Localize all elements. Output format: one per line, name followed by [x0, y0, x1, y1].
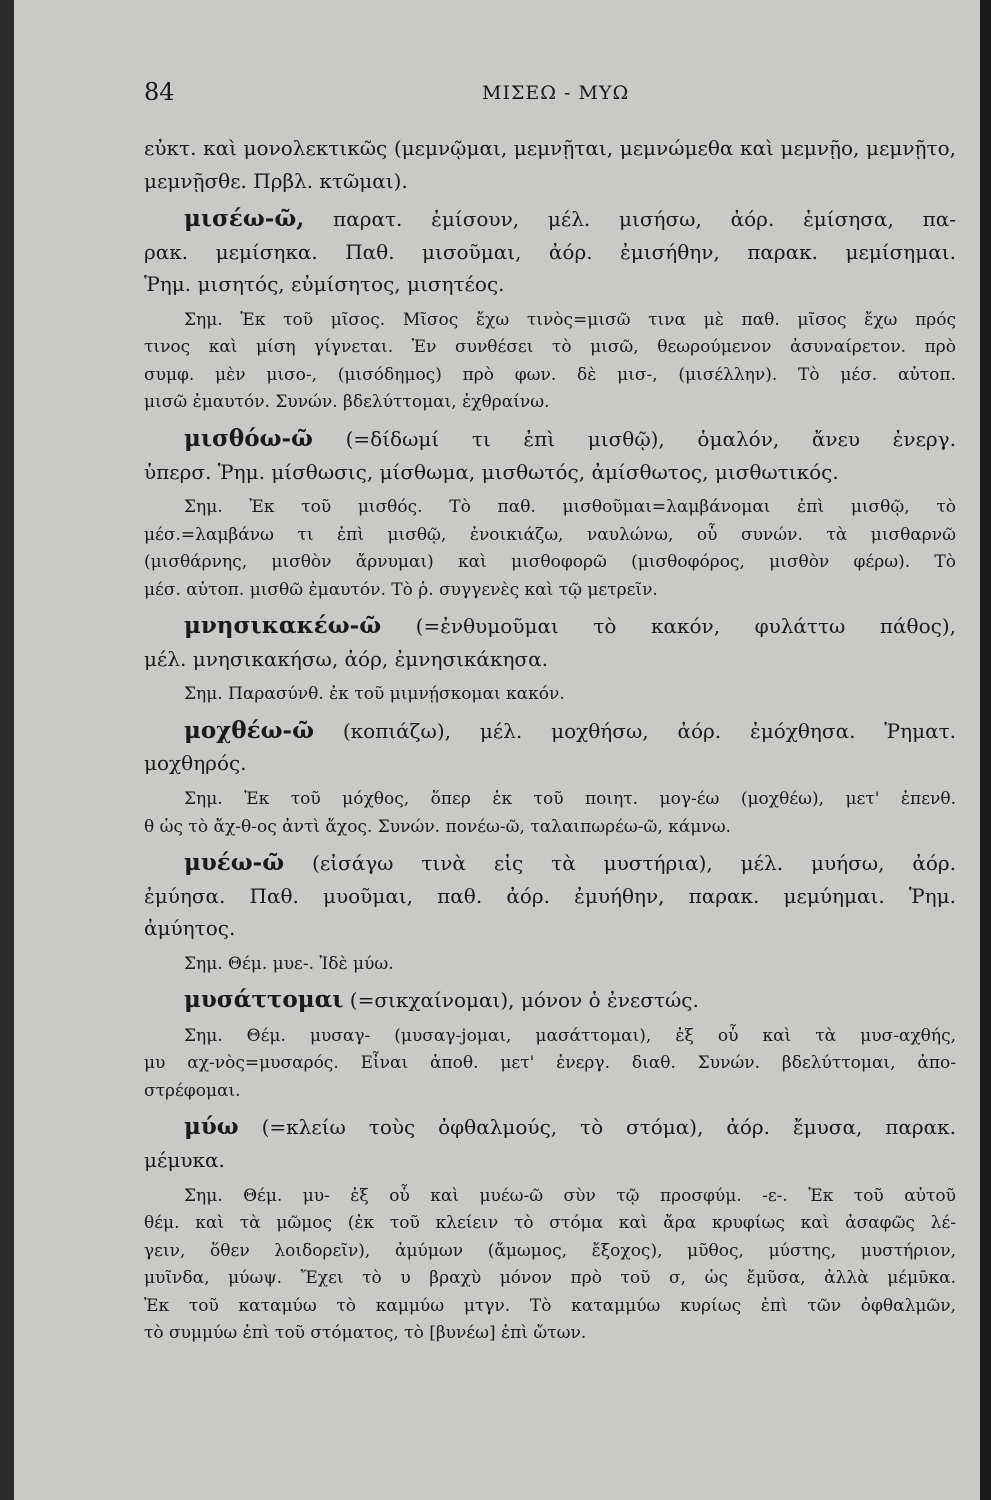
entry-headword-line: [144, 847, 956, 880]
entry-headword-line: [144, 610, 956, 643]
line-text: συμφ. μὲν μισο-, (μισόδημος) πρὸ φων. δὲ μισ-, (μισέλλην). Τὸ μέσ. αὐτοπ.: [144, 364, 956, 385]
line-text: Σημ. Ἐκ τοῦ μῖσος. Μῖσος ἔχω τινὸς=μισῶ τινα μὲ παθ. μῖσος ἔχω πρός: [184, 309, 956, 330]
line-text: γειν, ὅθεν λοιδορεῖν), ἀμύμων (ἄμωμος, ἔξοχος), μῦθος, μύστης, μυστήριον,: [144, 1240, 956, 1261]
line-text: μέμυκα.: [144, 1148, 225, 1172]
note-line: [144, 389, 956, 417]
line-text: μισῶ ἐμαυτόν. Συνών. βδελύττομαι, ἐχθραίνω.: [144, 392, 550, 413]
note-line: [144, 681, 956, 709]
line-text: μυῖνδα, μύωψ. Ἔχει τὸ υ βραχὺ μόνον πρὸ τοῦ σ, ὡς ἔμῦσα, ἀλλὰ μέμῡκα.: [144, 1268, 956, 1289]
page-number: 84: [144, 78, 175, 106]
entry-line: [144, 643, 956, 676]
scan-right-edge: [980, 0, 991, 1500]
entry-line: [144, 1144, 956, 1177]
line-text: ἐμύησα. Παθ. μυοῦμαι, παθ. ἀόρ. ἐμυήθην, παρακ. μεμύημαι. Ῥημ.: [144, 883, 956, 908]
entry-line: [144, 456, 956, 489]
entry-headword-line: [144, 715, 956, 748]
headword: μισέω-ῶ,: [184, 205, 305, 233]
line-text: Σημ. Θέμ. μυε-. Ἰδὲ μύω.: [184, 953, 394, 974]
line-text: θ ὡς τὸ ἄχ-θ-ος ἀντὶ ἄχος. Συνών. πονέω-ῶ, ταλαιπωρέω-ῶ, κάμνω.: [144, 816, 731, 837]
line-text: παρατ. ἐμίσουν, μέλ. μισήσω, ἀόρ. ἐμίσησα, πα-: [304, 207, 956, 232]
headword: μυέω-ῶ: [184, 849, 285, 877]
note-line: [144, 951, 956, 979]
entry-headword-line: [144, 203, 956, 236]
headword: μοχθέω-ῶ: [184, 716, 314, 744]
line-text: εὐκτ. καὶ μονολεκτικῶς (μεμνῷμαι, μεμνῇται, μεμνώμεθα καὶ μεμνῇο, μεμνῇτο,: [144, 136, 956, 160]
note-line: [144, 786, 956, 814]
entry-line: [144, 268, 956, 301]
note-line: [144, 307, 956, 335]
line-text: (κοπιάζω), μέλ. μοχθήσω, ἀόρ. ἐμόχθησα. Ῥηματ.: [313, 718, 956, 743]
line-text: μέσ. αὐτοπ. μισθῶ ἐμαυτόν. Τὸ ῥ. συγγενὲς καὶ τῷ μετρεῖν.: [144, 579, 658, 600]
note-line: [144, 577, 956, 605]
entry-headword-line: [144, 984, 956, 1017]
line-text: Ῥημ. μισητός, εὐμίσητος, μισητέος.: [144, 272, 505, 297]
line-text: Σημ. Ἐκ τοῦ μισθός. Τὸ παθ. μισθοῦμαι=λαμβάνομαι ἐπὶ μισθῷ, τὸ: [184, 497, 956, 518]
note-line: [144, 1050, 956, 1078]
line-text: ρακ. μεμίσηκα. Παθ. μισοῦμαι, ἀόρ. ἐμισήθην, παρακ. μεμίσημαι.: [144, 239, 956, 264]
line-text: Σημ. Θέμ. μυ- ἐξ οὗ καὶ μυέω-ῶ σὺν τῷ προσφύμ. -ε-. Ἐκ τοῦ αὐτοῦ: [184, 1185, 956, 1206]
line-text: Σημ. Θέμ. μυσαγ- (μυσαγ-joμαι, μασάττομαι), ἐξ οὗ καὶ τὰ μυσ-αχθής,: [184, 1025, 956, 1046]
entry-line: [144, 132, 956, 165]
note-line: [144, 1320, 956, 1348]
note-line: [144, 1210, 956, 1238]
line-text: Ἐκ τοῦ καταμύω τὸ καμμύω μτγν. Τὸ καταμμύω κυρίως ἐπὶ τῶν ὀφθαλμῶν,: [144, 1295, 956, 1316]
running-head: ΜΙΣΕΩ - ΜΥΩ: [482, 82, 630, 104]
note-line: [144, 362, 956, 390]
line-text: ὑπερσ. Ῥημ. μίσθωσις, μίσθωμα, μισθωτός, ἀμίσθωτος, μισθωτικός.: [144, 459, 839, 484]
entry-line: [144, 880, 956, 913]
note-line: [144, 549, 956, 577]
line-text: θέμ. καὶ τὰ μῶμος (ἐκ τοῦ κλείειν τὸ στόμα καὶ ἄρα κρυφίως καὶ ἀσαφῶς λέ-: [144, 1213, 956, 1234]
line-text: (=ἐνθυμοῦμαι τὸ κακόν, φυλάττω πάθος),: [381, 614, 956, 639]
note-line: [144, 814, 956, 842]
line-text: μέσ.=λαμβάνω τι ἐπὶ μισθῷ, ἐνοικιάζω, ναυλώνω, οὗ συνών. τὰ μισθαρνῶ: [144, 524, 956, 545]
line-text: μοχθηρός.: [144, 751, 247, 776]
note-line: [144, 1023, 956, 1051]
page-header: [144, 78, 954, 118]
line-text: (=σικχαίνομαι), μόνον ὁ ἐνεστώς.: [343, 988, 699, 1013]
line-text: (μισθάρνης, μισθὸν ἄρνυμαι) καὶ μισθοφορῶ (μισθοφόρος, μισθὸν φέρω). Τὸ: [144, 552, 956, 573]
note-line: [144, 1183, 956, 1211]
line-text: (=δίδωμί τι ἐπὶ μισθῷ), ὁμαλόν, ἄνευ ἐνεργ.: [312, 426, 956, 451]
headword: μύω: [184, 1113, 239, 1141]
note-line: [144, 1265, 956, 1293]
note-line: [144, 494, 956, 522]
entry-headword-line: [144, 423, 956, 456]
entry-line: [144, 165, 956, 198]
headword: μισθόω-ῶ: [184, 424, 313, 452]
headword: μνησικακέω-ῶ: [184, 612, 382, 640]
line-text: μυ αχ-νὸς=μυσαρός. Εἶναι ἀποθ. μετ' ἐνεργ. διαθ. Συνών. βδελύττομαι, ἀπο-: [144, 1053, 956, 1074]
entry-line: [144, 747, 956, 780]
line-text: Σημ. Παρασύνθ. ἐκ τοῦ μιμνῄσκομαι κακόν.: [184, 684, 565, 705]
entry-headword-line: [144, 1111, 956, 1144]
line-text: (=κλείω τοὺς ὀφθαλμούς, τὸ στόμα), ἀόρ. ἔμυσα, παρακ.: [238, 1115, 956, 1140]
line-text: (εἰσάγω τινὰ εἰς τὰ μυστήρια), μέλ. μυήσω, ἀόρ.: [284, 851, 956, 876]
scan-left-edge: [0, 0, 14, 1500]
note-line: [144, 334, 956, 362]
line-text: τὸ συμμύω ἐπὶ τοῦ στόματος, τὸ [βυνέω] ἐπὶ ὤτων.: [144, 1323, 587, 1344]
line-text: ἀμύητος.: [144, 916, 236, 941]
line-text: τινος καὶ μίση γίγνεται. Ἐν συνθέσει τὸ μισῶ, θεωρούμενον ἀσυναίρετον. πρὸ: [144, 337, 956, 358]
paragraph-gap: [144, 1348, 956, 1354]
book-page: [14, 0, 980, 1500]
line-text: μέλ. μνησικακήσω, ἀόρ, ἐμνησικάκησα.: [144, 646, 548, 671]
note-line: [144, 1078, 956, 1106]
line-text: μεμνῇσθε. Πρβλ. κτῶμαι).: [144, 168, 408, 193]
entry-line: [144, 912, 956, 945]
headword: μυσάττομαι: [184, 986, 344, 1014]
note-line: [144, 1238, 956, 1266]
page-body: [144, 132, 956, 1354]
note-line: [144, 522, 956, 550]
line-text: στρέφομαι.: [144, 1080, 241, 1101]
entry-line: [144, 236, 956, 269]
note-line: [144, 1293, 956, 1321]
line-text: Σημ. Ἐκ τοῦ μόχθος, ὅπερ ἐκ τοῦ ποιητ. μογ-έω (μοχθέω), μετ' ἐπενθ.: [184, 789, 956, 810]
